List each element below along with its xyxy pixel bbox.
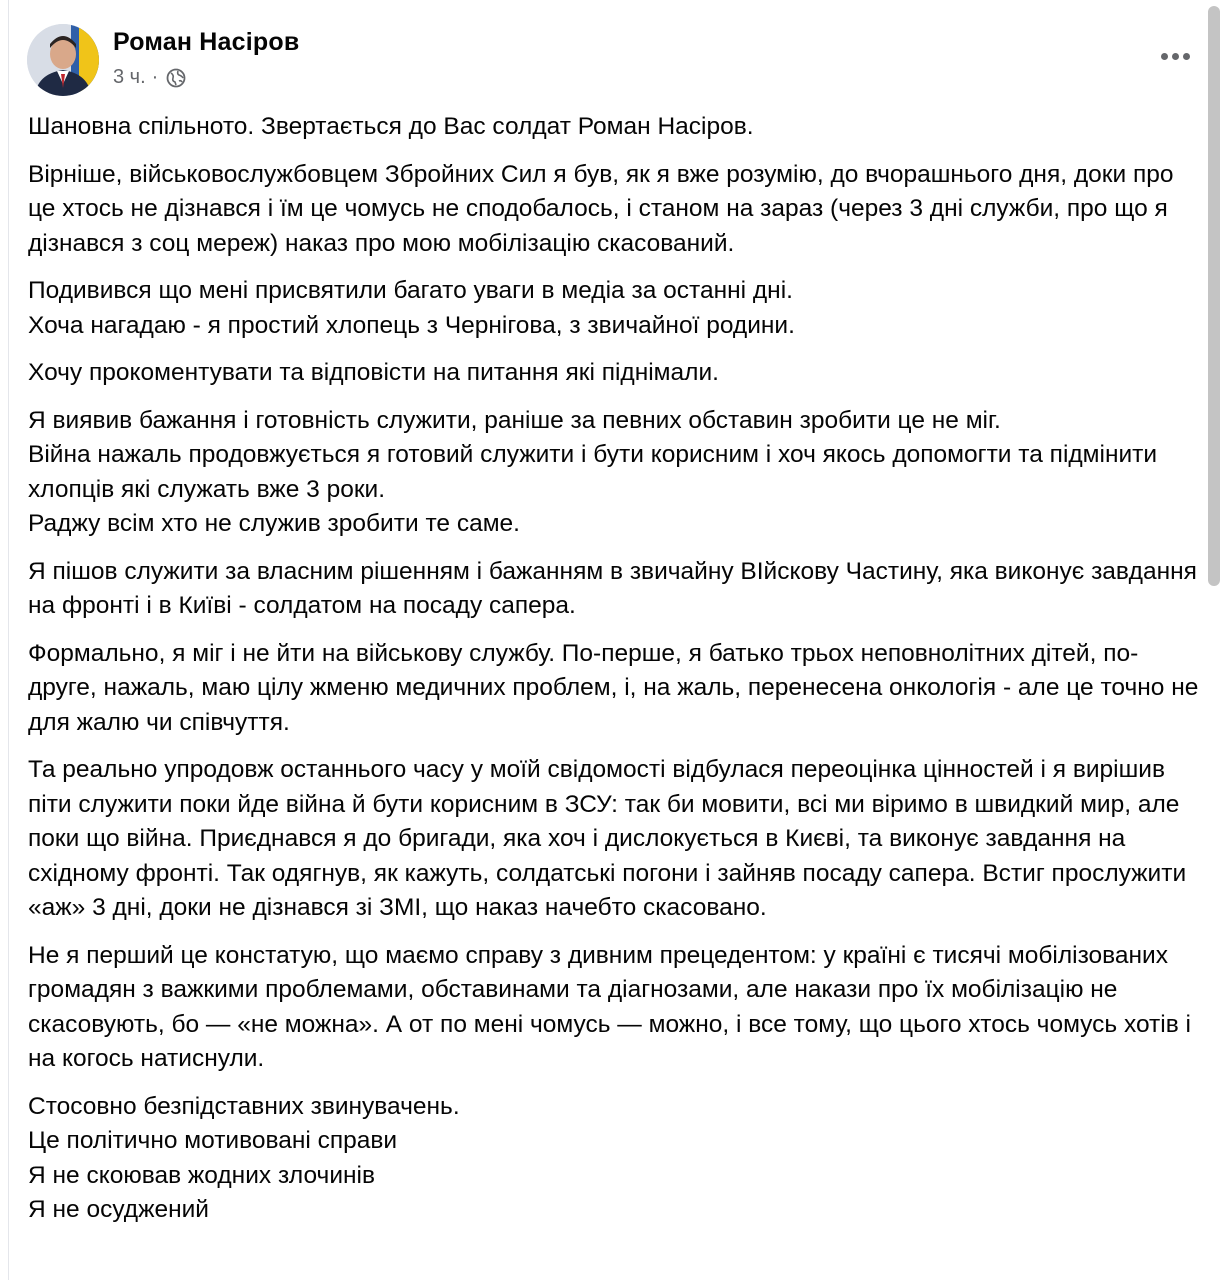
- post-paragraph: Хочу прокоментувати та відповісти на питання які піднімали.: [28, 359, 719, 386]
- meta-separator: ·: [151, 66, 159, 88]
- post-paragraph: Подивився що мені присвятили багато уваги в медіа за останні дні. Хоча нагадаю - я простий хлопець з Чернігова, з звичайної родини.: [28, 277, 795, 339]
- post-timestamp[interactable]: 3 ч.: [113, 66, 146, 88]
- post-paragraph: Стосовно безпідставних звинувачень. Це політично мотивовані справи Я не скоював жодних злочинів Я не осуджений: [28, 1092, 460, 1223]
- avatar-image: [27, 24, 99, 96]
- post-paragraph: Вірніше, військовослужбовцем Збройних Сил я був, як я вже розумію, до вчорашнього дня, доки про це хтось не дізнався і їм це чомусь не сподобалось, і станом на зараз (через 3 дні служби, про що я дізнався з соц мереж) наказ про мою мобілізацію скасований.: [28, 160, 1174, 257]
- post-paragraph: Шановна спільното. Звертається до Вас солдат Роман Насіров.: [28, 113, 754, 140]
- post-paragraph: Я пішов служити за власним рішенням і бажанням в звичайну ВІйскову Частину, яка виконує завдання на фронті і в Київі - солдатом на посаду сапера.: [28, 557, 1197, 619]
- post-paragraph: Не я перший це констатую, що маємо справу з дивним прецедентом: у країні є тисячі мобілізованих громадян з важкими проблемами, обставинами та діагнозами, але накази про їх мобілізацію не скасовують, бо — «не можна». А от по мені чомусь — можно, і все тому, що цього хтось чомусь хотів і на когось натиснули.: [28, 941, 1191, 1072]
- post-card: [8, 0, 1204, 1280]
- post-meta: [113, 66, 186, 89]
- post-body: [28, 110, 1204, 1241]
- avatar[interactable]: [27, 24, 99, 96]
- scrollbar-thumb[interactable]: [1208, 6, 1220, 586]
- post-paragraph: Я виявив бажання і готовність служити, раніше за певних обставин зробити це не міг. Війна нажаль продовжується я готовий служити і бути корисним і хоч якось допомогти та підмінити хлопців які служать вже 3 роки. Раджу всім хто не служив зробити те саме.: [28, 406, 1158, 537]
- author-name[interactable]: Роман Насіров: [113, 28, 300, 56]
- post-paragraph: Та реально упродовж останнього часу у моїй свідомості відбулася переоцінка цінностей і я вирішив піти служити поки йде війна й бути корисним в ЗСУ: так би мовити, всі ми віримо в швидкий мир, але поки що війна. Приєднався я до бригади, яка хоч і дислокується в Києві, та виконує завдання на східному фронті. Так одягнув, як кажуть, солдатські погони і зайняв посаду сапера. Встиг прослужити «аж» 3 дні, доки не дізнався зі ЗМІ, що наказ начебто скасовано.: [28, 756, 1187, 921]
- more-options-icon[interactable]: [1155, 38, 1195, 74]
- post-paragraph: Формально, я міг і не йти на військову службу. По-перше, я батько трьох неповнолітних дітей, по-друге, нажаль, маю цілу жменю медичних проблем, і, на жаль, перенесена онкологія - але це точно не для жалю чи співчуття.: [28, 639, 1199, 736]
- post-header: [9, 0, 1205, 110]
- globe-icon[interactable]: [166, 68, 186, 88]
